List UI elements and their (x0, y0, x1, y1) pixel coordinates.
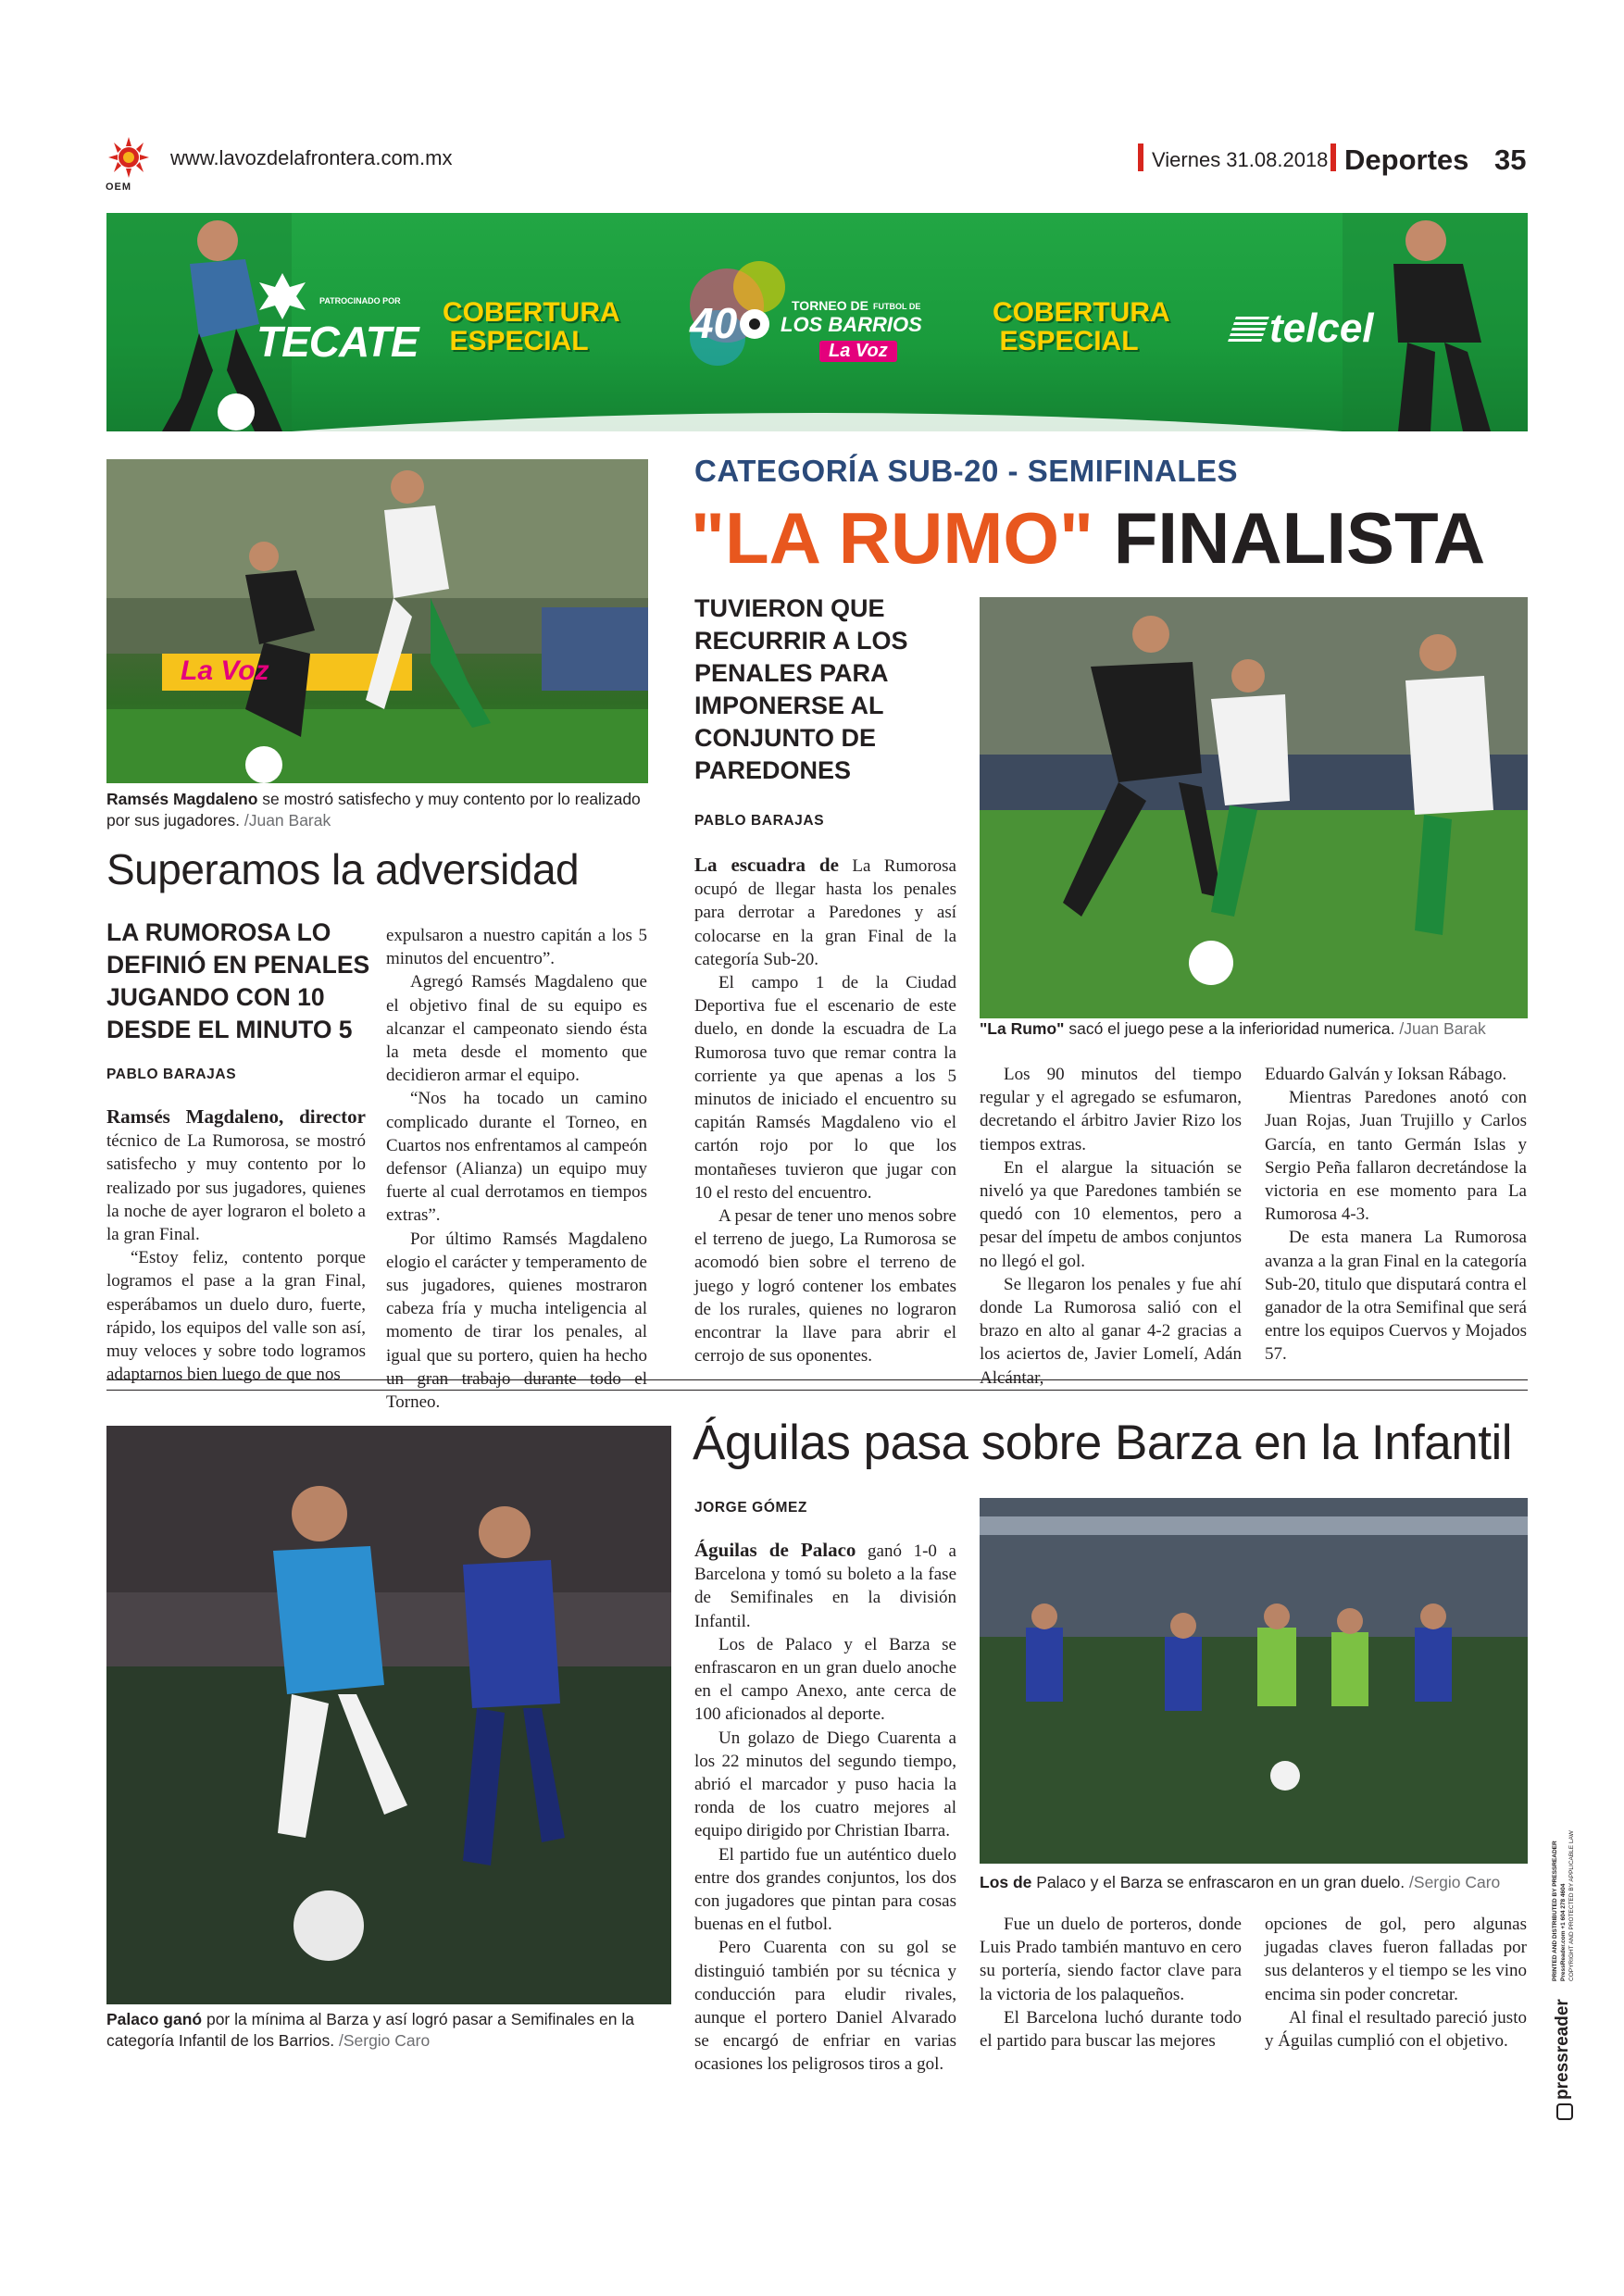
deck-penales: TUVIERON QUE RECURRIR A LOS PENALES PARA IMPONERSE AL CONJUNTO DE PAREDONES (694, 594, 908, 784)
photo-la-rumo (980, 597, 1528, 1018)
pressreader-line2: PressReader.com +1 604 278 4604 (1560, 1883, 1567, 1981)
headline-orange-part: "LA RUMO" (691, 497, 1094, 579)
lead-escuadra: La escuadra de (694, 854, 839, 876)
caption-bold: Los de (980, 1873, 1032, 1891)
paragraph: “Estoy feliz, contento porque logramos el pase a la gran Final, esperábamos un duelo duro, fuerte, rápido, los equipos del valle son así, muy veloces y sobre todo logramos adaptarnos bien luego de que nos (106, 1248, 366, 1385)
photo-scene-illustration (980, 1498, 1528, 1864)
paragraph: Fue un duelo de porteros, donde Luis Prado también mantuvo en cero su portería, siendo factor clave para la victoria de los palaqueños. (980, 1915, 1242, 2004)
story-bottom-col1 (694, 1539, 956, 2077)
page-header (0, 0, 1624, 194)
photo-caption-ramses (106, 789, 653, 831)
banner-sponsor-small: PATROCINADO POR (319, 296, 401, 306)
caption-credit: /Sergio Caro (338, 2031, 431, 2050)
banner-right-label (993, 297, 1170, 356)
banner-tournament-logo (671, 250, 940, 398)
tecate-eagle-icon (255, 268, 310, 324)
tournament-brand-badge: La Voz (819, 341, 897, 362)
caption-text: sacó el juego pese a la inferioridad numerica. (1064, 1019, 1400, 1038)
coverage-banner (106, 213, 1528, 431)
pressreader-stamp (1540, 1815, 1577, 2129)
photo-caption-la-rumo (980, 1018, 1535, 1040)
paragraph: Eduardo Galván y Ioksan Rábago. (1265, 1065, 1507, 1084)
header-section-bar (1330, 144, 1336, 171)
story-left-col1 (106, 1105, 366, 1386)
caption-bold: Palaco ganó (106, 2010, 203, 2028)
banner-right-label-line2: ESPECIAL (999, 326, 1139, 356)
paragraph: Un golazo de Diego Cuarenta a los 22 minutos del segundo tiempo, abrió el marcador y puso hacia la ronda de los cuatro mejores al equipo dirigido por Christian Ibarra. (694, 1728, 956, 1841)
kicker-sub20: CATEGORÍA SUB-20 - SEMIFINALES (694, 454, 1239, 488)
caption-credit: /Juan Barak (244, 811, 331, 830)
paragraph: técnico de La Rumorosa, se mostró satisfecho y muy contento por lo realizado por sus jugadores, quienes la noche de ayer lograron el boleto a la gran Final. (106, 1131, 366, 1245)
story-main-col1 (694, 854, 956, 1367)
paragraph: A pesar de tener uno menos sobre el terreno de juego, La Rumorosa se acomodó bien sobre el terreno de juego y logró contener los embates de los rurales, quienes no lograron encontrar la llave para abrir el cerrojo de sus oponentes. (694, 1206, 956, 1366)
banner-left-label-line1: COBERTURA (443, 297, 620, 328)
photo-caption-palaco (106, 2009, 671, 2052)
story-bottom-col2 (980, 1913, 1242, 2053)
caption-text: por la mínima al Barza y así logró pasar a Semifinales en la categoría Infantil de los Barrios. (106, 2010, 634, 2050)
deck-rumorosa: LA RUMOROSA LO DEFINIÓ EN PENALES JUGANDO CON 10 DESDE EL MINUTO 5 (106, 918, 370, 1043)
story-main-col2 (980, 1063, 1242, 1390)
pressreader-logo-icon (1556, 2103, 1573, 2120)
pressreader-line3: COPYRIGHT AND PROTECTED BY APPLICABLE LAW (1568, 1830, 1575, 1981)
photo-scene-illustration (980, 597, 1528, 1018)
paragraph: Al final el resultado pareció justo y Águilas cumplió con el objetivo. (1265, 2007, 1527, 2052)
pressreader-brand: pressreader (1553, 1999, 1572, 2100)
headline-la-rumo (691, 496, 1485, 580)
paragraph: Agregó Ramsés Magdaleno que el objetivo final de su equipo es alcanzar el campeonato siendo ésta la meta desde el momento que decidieron armar el equipo. (386, 972, 647, 1086)
lead-aguilas: Águilas de Palaco (694, 1539, 856, 1561)
paragraph: La Rumorosa ocupó de llegar hasta los penales para derrotar a Paredones y así colocarse en la gran Final de la categoría Sub-20. (694, 856, 956, 969)
paragraph: Los de Palaco y el Barza se enfrascaron en un gran duelo anoche en el campo Anexo, ante cerca de 100 aficionados al deporte. (694, 1634, 956, 1725)
header-date-bar (1138, 144, 1143, 171)
caption-text: Palaco y el Barza se enfrascaron en un gran duelo. (1031, 1873, 1410, 1891)
banner-sponsor-telcel: telcel (1269, 306, 1374, 351)
byline-main: PABLO BARAJAS (694, 813, 825, 829)
headline-aguilas: Águilas pasa sobre Barza en la Infantil (693, 1416, 1512, 1470)
paragraph: ganó 1-0 a Barcelona y tomó su boleto a la fase de Semifinales en la división Infantil. (694, 1541, 956, 1631)
telcel-stripes-icon (1227, 317, 1269, 344)
header-date: Viernes 31.08.2018 (1152, 148, 1329, 171)
paragraph: “Nos ha tocado un camino complicado durante el Torneo, en Cuartos nos enfrentamos al campeón defensor (Alianza) un equipo muy fuerte al cual derrotamos en tiempos extras”. (386, 1089, 647, 1226)
story-left-col2 (386, 924, 647, 1414)
caption-credit: /Juan Barak (1399, 1019, 1486, 1038)
paragraph: El campo 1 de la Ciudad Deportiva fue el escenario de este duelo, en donde la escuadra de La Rumorosa tuvo que remar contra la corriente ya que apenas a los 5 minutos de iniciado el encuentro su capitán Ramsés Magdaleno vio el cartón rojo por lo que los montañeses tuvieron que jugar con 10 el resto del encuentro. (694, 973, 956, 1203)
paragraph: Por último Ramsés Magdaleno elogio el carácter y temperamento de sus jugadores, quienes mostraron cabeza fría y mucha inteligencia al momento de tirar los penales, al igual que su portero, quien ha hecho un gran trabajo durante todo el Torneo. (386, 1229, 647, 1413)
photo-caption-los-de (980, 1872, 1535, 1893)
photo-palaco-barza-left (106, 1426, 671, 2004)
banner-left-label-line2: ESPECIAL (449, 326, 589, 356)
paragraph: El partido fue un auténtico duelo entre dos grandes conjuntos, los dos con jugadores que pintan para cosas buenas en el futbol. (694, 1844, 956, 1935)
pressreader-rotated (1552, 1815, 1595, 2120)
banner-arc-decoration (292, 385, 1343, 431)
paragraph: Los 90 minutos del tiempo regular y el agregado se esfumaron, decretando el árbitro Javier Rizo los tiempos extras. (980, 1065, 1242, 1154)
tournament-number: 40 (690, 299, 738, 347)
banner-sponsor-tecate: TECATE (256, 318, 418, 366)
headline-superamos: Superamos la adversidad (106, 845, 580, 893)
byline-left: PABLO BARAJAS (106, 1067, 237, 1082)
pressreader-line1: PRINTED AND DISTRIBUTED BY PRESSREADER (1552, 1841, 1558, 1981)
header-page-number: 35 (1494, 144, 1527, 176)
tournament-line2: FUTBOL DE (873, 302, 921, 311)
story-main-col3 (1265, 1063, 1527, 1366)
lead-ramses: Ramsés Magdaleno, director (106, 1105, 366, 1128)
paragraph: El Barcelona luchó durante todo el partido para buscar las mejores (980, 2007, 1242, 2052)
oem-sun-logo-icon (104, 135, 154, 185)
byline-bottom: JORGE GÓMEZ (694, 1500, 808, 1516)
caption-credit: /Sergio Caro (1409, 1873, 1501, 1891)
banner-left-label (443, 297, 620, 356)
paragraph: expulsaron a nuestro capitán a los 5 minutos del encuentro”. (386, 926, 647, 969)
photo-banner-text: La Voz (181, 655, 269, 686)
paragraph: Se llegaron los penales y fue ahí donde La Rumorosa salió con el brazo en alto al ganar 4-2 gracias a los aciertos de, Javier Lomelí, Adán Alcántar, (980, 1274, 1242, 1388)
headline-black-part: FINALISTA (1113, 497, 1486, 579)
tournament-line3: LOS BARRIOS (781, 313, 922, 336)
paragraph: En el alargue la situación se niveló ya que Paredones también se quedó con 10 elementos, pero a pesar del ímpetu de ambos conjuntos no llegó el gol. (980, 1157, 1242, 1271)
paragraph: De esta manera La Rumorosa avanza a la gran Final en la categoría Sub-20, titulo que disputará contra el ganador de la otra Semifinal que será entre los equipos Cuervos y Mojados 57. (1265, 1228, 1527, 1365)
story-bottom-col3 (1265, 1913, 1527, 2053)
site-url: www.lavozdelafrontera.com.mx (170, 146, 453, 169)
caption-text: se mostró satisfecho y muy contento por lo realizado por sus jugadores. (106, 790, 641, 830)
banner-right-label-line1: COBERTURA (993, 297, 1170, 328)
photo-ramses-magdaleno (106, 459, 648, 783)
tournament-line1: TORNEO DE (792, 298, 868, 313)
paragraph: opciones de gol, pero algunas jugadas claves fueron falladas por sus delanteros y el tiempo se les vino encima sin poder concretar. (1265, 1915, 1527, 2004)
header-section: Deportes (1344, 144, 1469, 176)
paragraph: Pero Cuarenta con su gol se distinguió también por su técnica y conducción para eludir rivales, aunque el portero Daniel Alvarado se encargó de enfriar en varias ocasiones los peligrosos tiros a gol. (694, 1938, 956, 2075)
paragraph: Mientras Paredones anotó con Juan Rojas, Juan Trujillo y Carlos García, en tanto Germán Islas y Sergio Peña fallaron decretándose la victoria en ese momento para La Rumorosa 4-3. (1265, 1088, 1527, 1225)
photo-palaco-barza-right (980, 1498, 1528, 1864)
photo-scene-illustration (106, 1426, 671, 2004)
caption-bold: "La Rumo" (980, 1019, 1065, 1038)
section-divider (106, 1379, 1528, 1391)
photo-scene-illustration (106, 459, 648, 783)
oem-logo-text: OEM (106, 181, 132, 193)
caption-bold: Ramsés Magdaleno (106, 790, 258, 808)
